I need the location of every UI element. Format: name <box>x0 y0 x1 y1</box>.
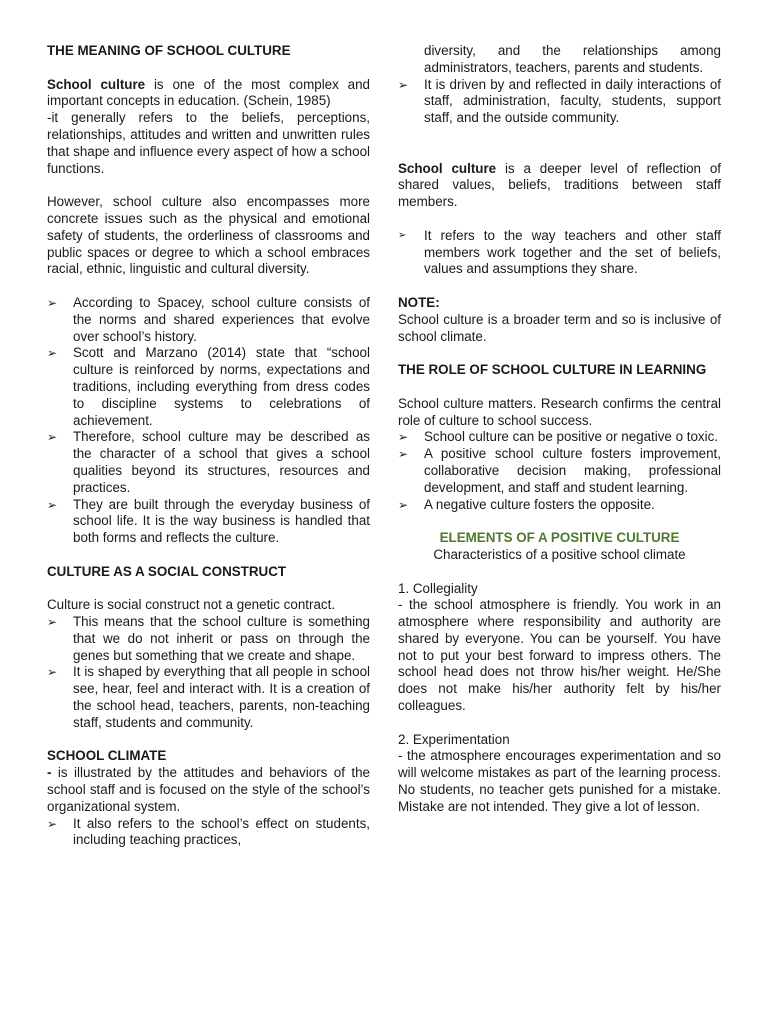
arrow-bullet-icon: ➢ <box>47 430 58 445</box>
item-text-collegiality: - the school atmosphere is friendly. You work in an atmosphere where responsibility and authority are shared by everyone. You can be yourself. You have not to put your best forward to impress others. The school head does not throw his/her weight. He/She does not make his/her authority felt by his/her colleagues. <box>398 597 721 714</box>
bullet-list-5 <box>398 228 721 278</box>
bullet-list-2 <box>47 614 370 732</box>
heading-meaning-of-school-culture: THE MEANING OF SCHOOL CULTURE <box>47 43 291 58</box>
left-column <box>47 43 370 849</box>
item-title-experimentation: 2. Experimentation <box>398 731 510 747</box>
item-text-experimentation: - the atmosphere encourages experimentation and so will welcome mistakes as part of the learning process. No students, no teacher gets punished for a mistake. Mistake are not intended. They give a lot of lesson. <box>398 748 721 814</box>
item-title-collegiality: 1. Collegiality <box>398 580 478 596</box>
paragraph-school-culture-matters: School culture matters. Research confirms the central role of culture to school success. <box>398 395 721 428</box>
bullet-list-6 <box>398 429 721 513</box>
list-item: ➢ A negative culture fosters the opposite. <box>398 496 655 512</box>
list-item: ➢ This means that the school culture is something that we do not inherit or pass on through the genes but something that we create and shape. <box>47 614 370 663</box>
list-item: ➢ It refers to the way teachers and other staff members work together and the set of beliefs, values and assumptions they share. <box>398 227 721 277</box>
heading-school-climate: SCHOOL CLIMATE <box>47 748 167 764</box>
arrow-bullet-icon: ➢ <box>398 77 409 92</box>
arrow-bullet-icon: ➢ <box>47 615 58 630</box>
list-item: ➢ Scott and Marzano (2014) state that “school culture is reinforced by norms, expectations and traditions, including everything from dress codes to discipline systems to celebrations of achievement. <box>47 345 370 428</box>
list-item: ➢ It is driven by and reflected in daily interactions of staff, administration, faculty, students, support staff, and the outside community. <box>398 76 721 126</box>
subtitle-characteristics: Characteristics of a positive school climate <box>433 546 686 562</box>
list-item: ➢ School culture can be positive or negative o toxic. <box>398 429 719 445</box>
paragraph-culture-social-construct: Culture is social construct not a genetic contract. <box>47 597 336 613</box>
heading-role-of-school-culture: THE ROLE OF SCHOOL CULTURE IN LEARNING <box>398 362 707 378</box>
list-item: ➢ According to Spacey, school culture consists of the norms and shared experiences that evolve over school’s history. <box>47 294 370 344</box>
arrow-bullet-icon: ➢ <box>47 346 58 361</box>
list-item: ➢ It is shaped by everything that all people in school see, hear, feel and interact with. It is a creation of the school head, teachers, parents, non-teaching staff, students and community. <box>47 664 370 730</box>
arrow-bullet-icon: ➢ <box>398 497 409 512</box>
heading-culture-social-construct: CULTURE AS A SOCIAL CONSTRUCT <box>47 563 287 579</box>
arrow-bullet-icon: ➢ <box>47 816 58 831</box>
paragraph-however: However, school culture also encompasses more concrete issues such as the physical and emotional safety of students, the orderliness of classrooms and public spaces or degree to which a school embraces racial, ethnic, linguistic and cultural diversity. <box>47 194 370 277</box>
arrow-bullet-icon: ➢ <box>398 430 409 445</box>
list-item: ➢ Therefore, school culture may be described as the character of a school that gives a school qualities beyond its structures, resources and practices. <box>47 429 370 495</box>
list-item: ➢ They are built through the everyday business of school life. It is the way business is handled that both forms and reflects the culture. <box>47 496 370 546</box>
arrow-bullet-icon: ➢ <box>398 229 407 241</box>
arrow-bullet-icon: ➢ <box>47 665 58 680</box>
arrow-bullet-icon: ➢ <box>47 295 58 310</box>
paragraph-school-culture-definition: School culture is one of the most complex and important concepts in education. (Schein, 1985) <box>47 76 370 109</box>
list-item: ➢ It also refers to the school’s effect on students, including teaching practices, <box>47 815 370 848</box>
heading-elements-positive-culture: ELEMENTS OF A POSITIVE CULTURE <box>439 530 680 546</box>
bullet-list-4 <box>398 77 721 127</box>
heading-note: NOTE: <box>398 294 440 310</box>
bullet-list-3 <box>47 816 370 850</box>
paragraph-generally-refers: -it generally refers to the beliefs, perceptions, relationships, attitudes and written and unwritten rules that shape and influence every aspect of how a school functions. <box>47 110 370 176</box>
arrow-bullet-icon: ➢ <box>398 447 409 462</box>
continued-bullet-text: diversity, and the relationships among administrators, teachers, parents and students. <box>424 43 721 75</box>
arrow-bullet-icon: ➢ <box>47 497 58 512</box>
paragraph-school-culture-deeper: School culture is a deeper level of reflection of shared values, beliefs, traditions between staff members. <box>398 160 721 210</box>
paragraph-school-climate: - is illustrated by the attitudes and behaviors of the school staff and is focused on the style of the school’s organizational system. <box>47 765 370 814</box>
right-column <box>398 43 721 816</box>
paragraph-note: School culture is a broader term and so is inclusive of school climate. <box>398 311 721 344</box>
bullet-list-1 <box>47 295 370 547</box>
list-item: ➢ A positive school culture fosters improvement, collaborative decision making, professional development, and staff and student learning. <box>398 446 721 495</box>
